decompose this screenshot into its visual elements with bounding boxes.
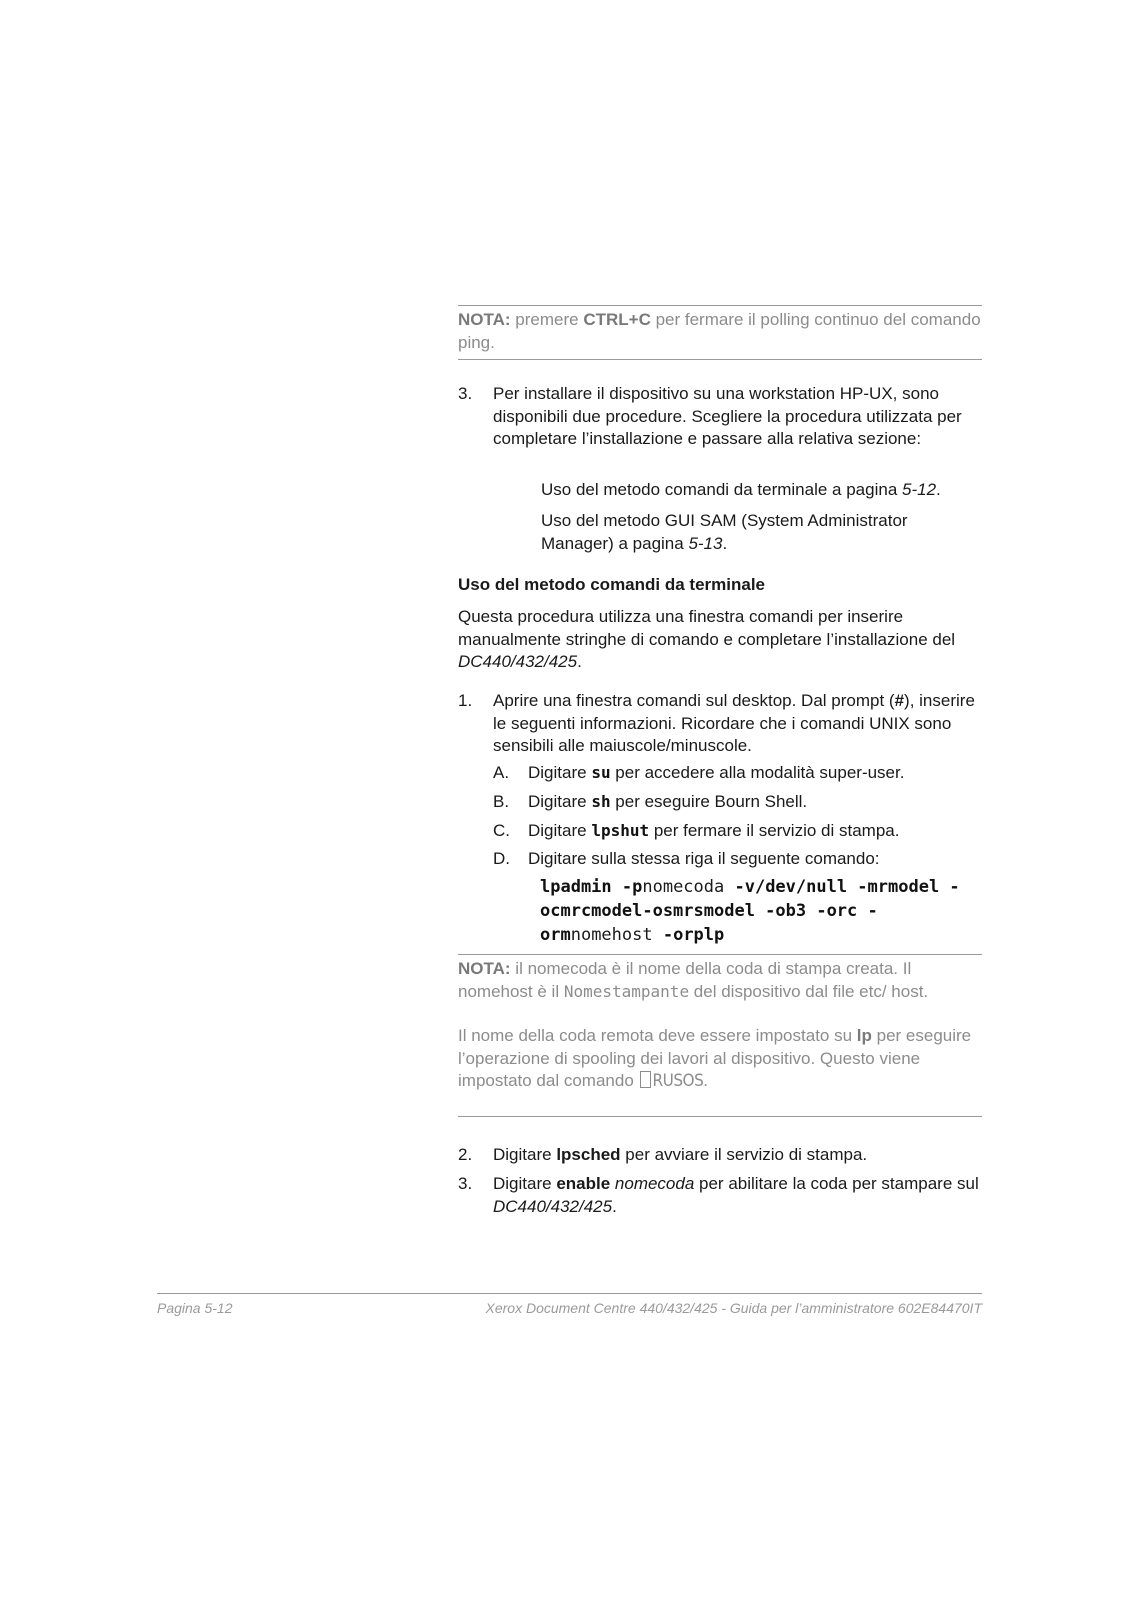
substep-c: C. Digitare lpshut per fermare il servizio di stampa. (493, 821, 900, 840)
note-box-queue (458, 954, 982, 1117)
note-box-ping: NOTA: premere CTRL+C per fermare il polling continuo del comando ping. (458, 305, 982, 360)
option-terminal[interactable]: Uso del metodo comandi da terminale a pagina 5-12. (541, 480, 941, 499)
step-number: 3. (458, 384, 473, 403)
note-label: NOTA: (458, 310, 511, 329)
step-number: 1. (458, 691, 473, 710)
note-label: NOTA: (458, 959, 511, 978)
substep-d: D. Digitare sulla stessa riga il seguente comando: (493, 849, 880, 868)
step-1 (458, 690, 982, 760)
step-2-final: 2. Digitare lpsched per avviare il servizio di stampa. (458, 1145, 868, 1164)
document-title: Xerox Document Centre 440/432/425 - Guida per l’amministratore 602E84470IT (485, 1300, 982, 1316)
section-intro: Questa procedura utilizza una finestra comandi per inserire manualmente stringhe di comando e completare l’installazione del DC440/432/425. (458, 607, 956, 671)
note-paragraph-2: Il nome della coda remota deve essere impostato su lp per eseguire l’operazione di spooling dei lavori al dispositivo. Questo viene impostato dal comando RUSOS. (458, 1026, 972, 1091)
page-ref[interactable]: 5-12 (902, 480, 937, 499)
note-paragraph-1: NOTA: il nomecoda è il nome della coda di stampa creata. Il nomehost è il Nomestampante del dispositivo dal file etc/ host. (458, 959, 929, 1001)
command-text: su (591, 763, 611, 782)
page-footer (157, 1293, 982, 1320)
lpadmin-command: lpadmin -pnomecoda -v/dev/null -mrmodel -ocmrcmodel-osmrsmodel -ob3 -orc -ormnomehost -orplp (540, 877, 960, 945)
page-number: Pagina 5-12 (157, 1300, 233, 1316)
section-heading: Uso del metodo comandi da terminale (458, 575, 766, 594)
step-text: Aprire una finestra comandi sul desktop. Dal prompt (#), inserire le seguenti informazioni. Ricordare che i comandi UNIX sono sensibili alle maiuscole/minuscole. (493, 691, 975, 755)
step-3-final: 3. Digitare enable nomecoda per abilitare la coda per stampare sul DC440/432/425. (458, 1174, 979, 1216)
command-text: lpshut (591, 821, 650, 840)
missing-glyph-icon (640, 1071, 651, 1088)
model-name: DC440/432/425 (458, 652, 578, 671)
page-ref[interactable]: 5-13 (688, 533, 723, 553)
substep-b: B. Digitare sh per eseguire Bourn Shell. (493, 792, 808, 811)
substep-a: A. Digitare su per accedere alla modalità super-user. (493, 763, 905, 782)
step-3 (458, 383, 982, 563)
keyboard-shortcut: CTRL+C (583, 310, 651, 329)
command-text: sh (591, 792, 611, 811)
option-gui-sam[interactable]: Uso del metodo GUI SAM (System Administrator Manager) a pagina 5-13. (541, 511, 908, 553)
step-text: Per installare il dispositivo su una workstation HP-UX, sono disponibili due procedure. Scegliere la procedura utilizzata per completare l’installazione e passare alla relativa sezione: (493, 384, 962, 448)
